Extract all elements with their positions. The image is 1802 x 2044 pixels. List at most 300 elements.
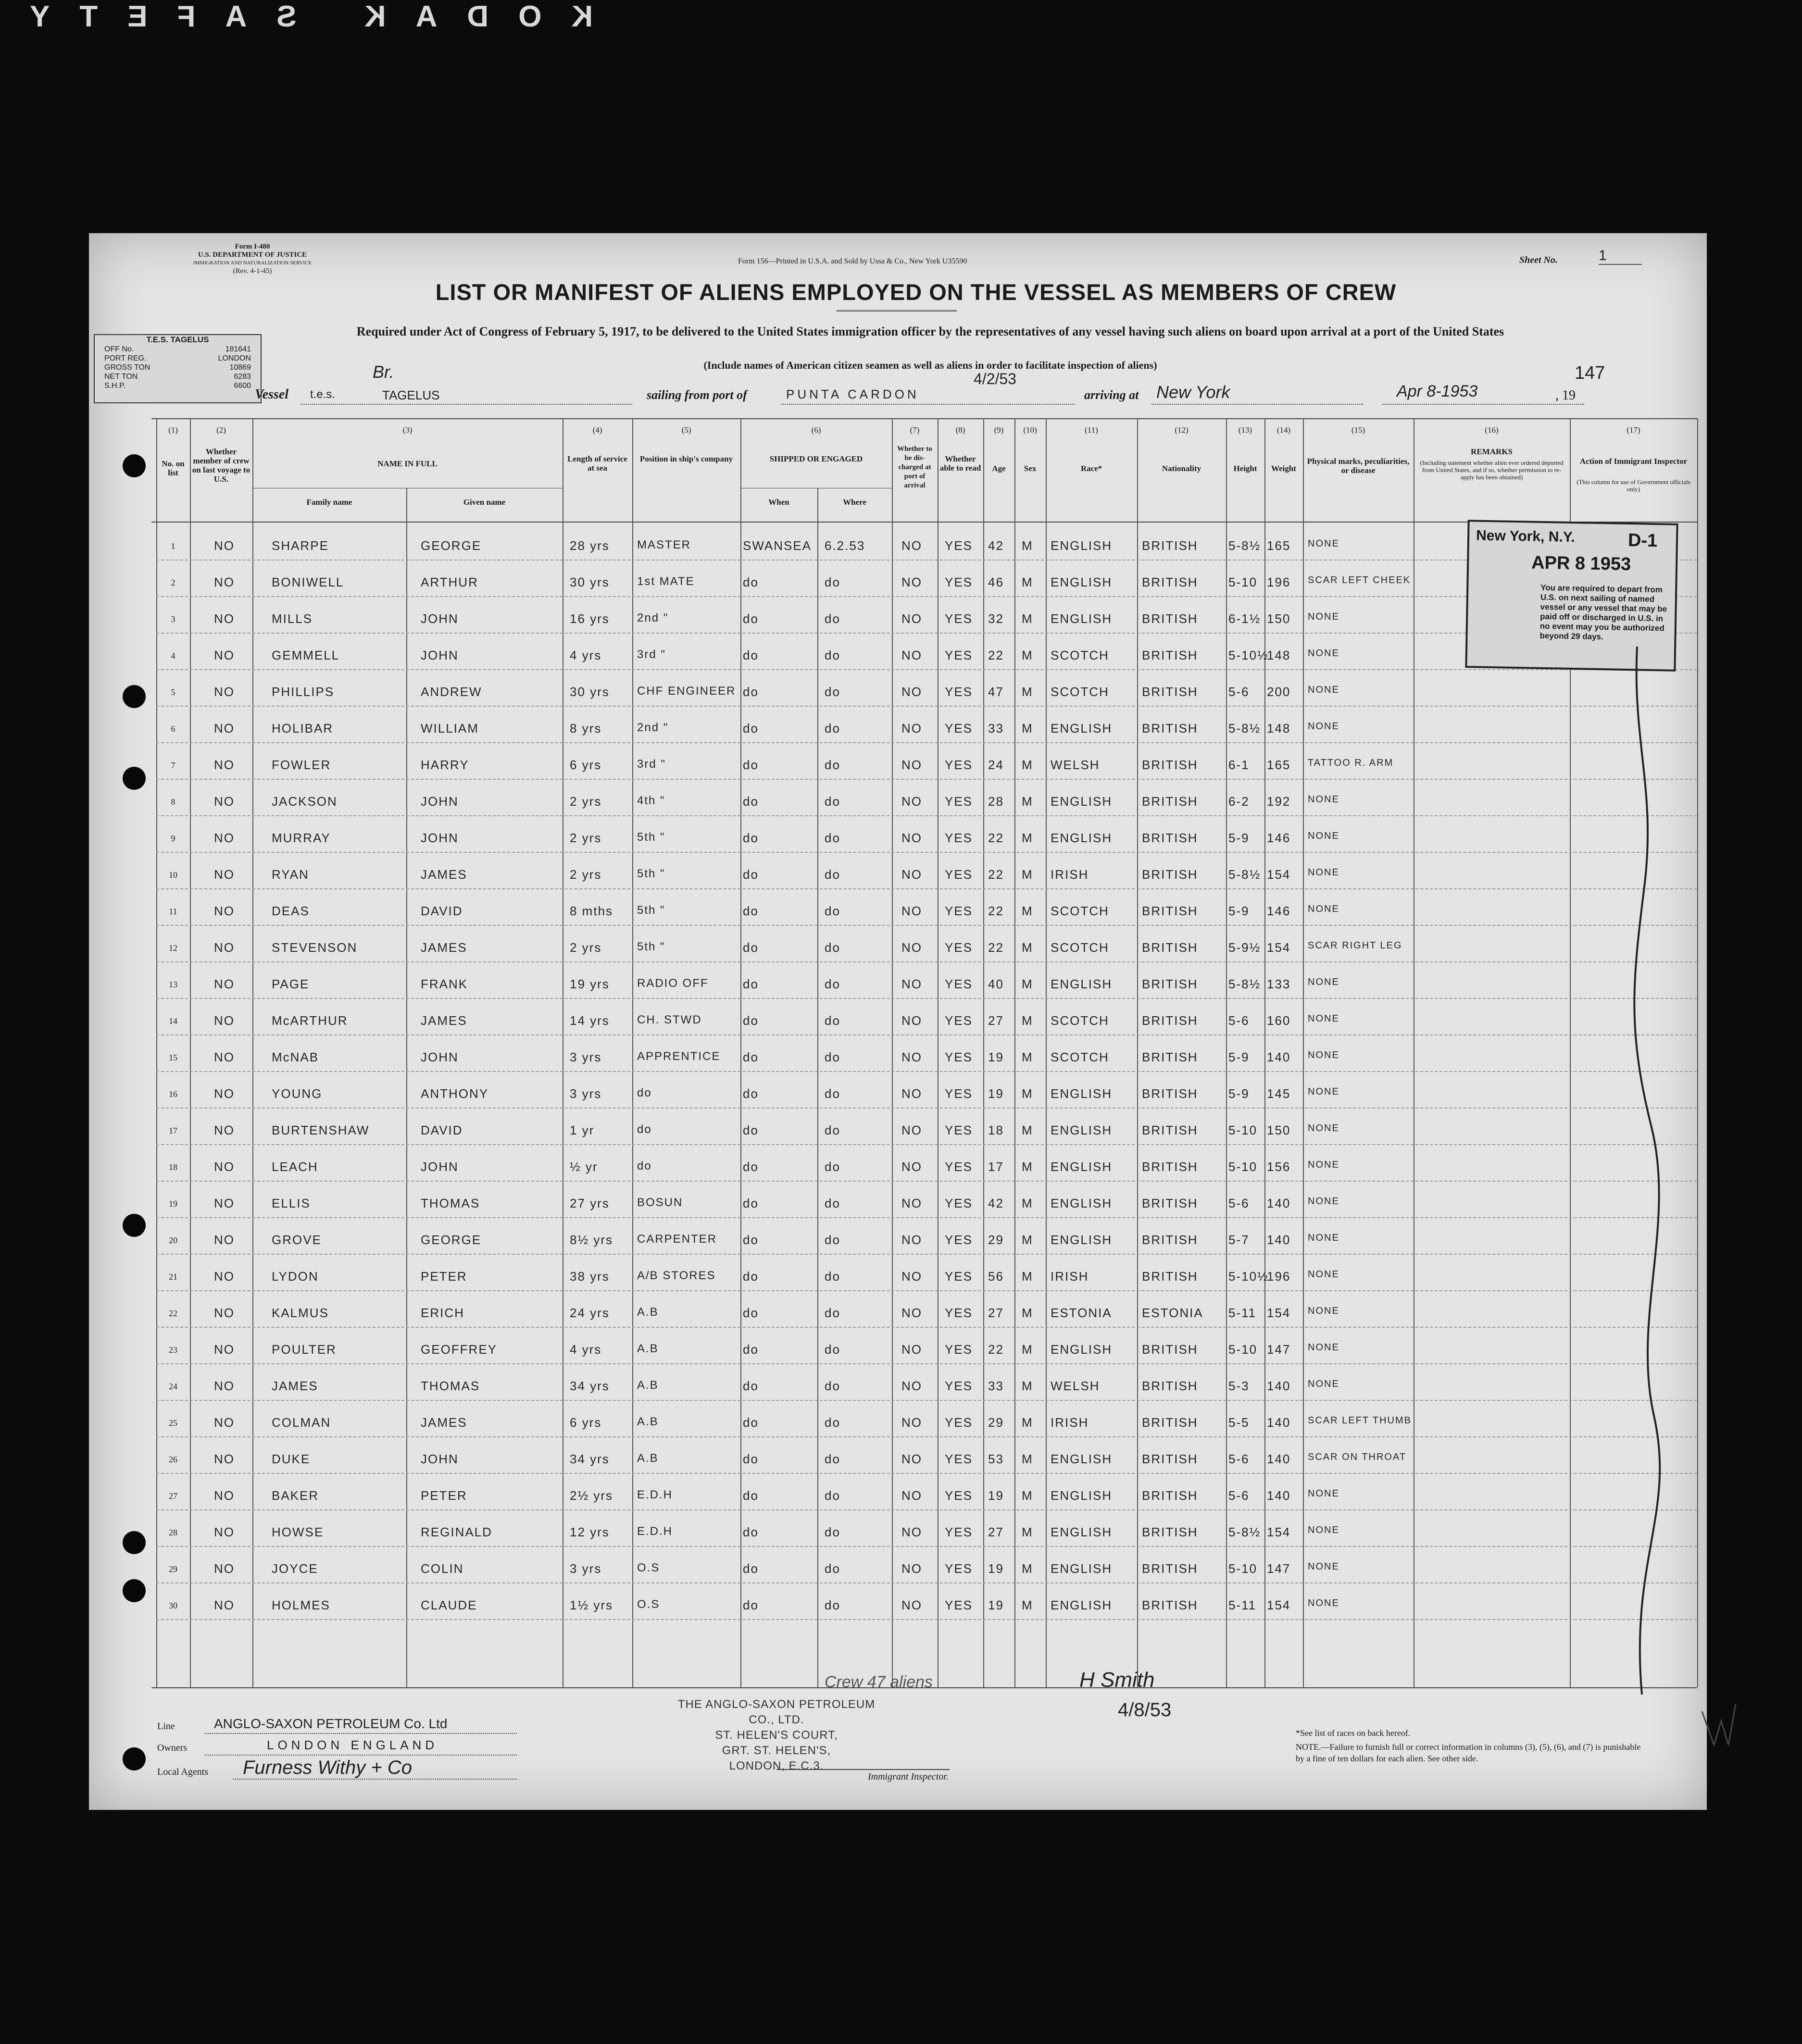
discharged: NO [901,831,922,845]
discharged: NO [901,685,922,699]
owners-value: LONDON ENGLAND [267,1738,438,1752]
row-number: 28 [169,1528,177,1537]
nationality: BRITISH [1142,721,1198,735]
given-name: PETER [421,1269,467,1284]
weight: 192 [1267,794,1291,809]
age: 22 [988,867,1004,882]
race: ENGLISH [1051,1452,1113,1466]
discharged: NO [901,648,922,662]
shipped-when: do [743,1196,759,1210]
service-length: 6 yrs [570,1415,602,1430]
height: 5-5 [1228,1415,1250,1430]
height: 5-11 [1228,1306,1257,1320]
row-number: 12 [169,943,177,953]
sex: M [1022,1050,1033,1064]
sex: M [1022,648,1033,662]
shipped-where: do [825,575,840,589]
discharged: NO [901,611,922,626]
col-number: (2) [216,425,226,435]
title-rule [837,310,957,312]
position: 4th " [637,794,665,807]
shipped-where: do [825,1415,840,1430]
tag-value: 6600 [234,382,251,390]
table-row [89,889,1695,926]
col-number: (10) [1023,425,1037,435]
position: do [637,1086,652,1099]
position: CARPENTER [637,1233,717,1246]
age: 27 [988,1013,1004,1028]
tag-key: S.H.P. [104,382,126,390]
race: ENGLISH [1051,1561,1113,1576]
prev-voyage: NO [214,1342,235,1357]
height: 5-6 [1228,1452,1250,1466]
sex: M [1022,1525,1033,1539]
discharged: NO [901,867,922,882]
table-row [89,1510,1695,1547]
weight: 150 [1267,1123,1291,1137]
able-to-read: YES [945,1159,973,1174]
physical-marks: NONE [1308,648,1339,659]
service-length: 4 yrs [570,1342,602,1357]
given-name: JAMES [421,1415,467,1430]
physical-marks: SCAR LEFT THUMB [1308,1415,1412,1426]
page-title: LIST OR MANIFEST OF ALIENS EMPLOYED ON THE VESSEL AS MEMBERS OF CREW [435,279,1397,305]
family-name: McARTHUR [272,1013,348,1028]
physical-marks: NONE [1308,1525,1339,1535]
given-name: JOHN [421,611,459,626]
race: ENGLISH [1051,611,1113,626]
col-number: (12) [1175,425,1189,435]
col-number: (1) [168,425,178,435]
nationality: BRITISH [1142,1488,1198,1503]
col-number: (4) [592,425,602,435]
col-header-prev-voyage: Whether member of crew on last voyage to U.S. [192,447,250,484]
height: 5-6 [1228,685,1250,699]
shipped-where: do [825,1050,840,1064]
agents-rule [233,1779,517,1780]
nationality: BRITISH [1142,1561,1198,1576]
nationality: BRITISH [1142,1379,1198,1393]
family-name: GEMMELL [272,648,340,662]
discharged: NO [901,977,922,991]
shipped-when: do [743,1306,759,1320]
row-number: 21 [169,1272,177,1282]
row-number: 8 [171,797,175,807]
height: 5-10 [1228,1123,1258,1137]
inspector-label: Immigrant Inspector. [868,1771,949,1782]
col-number: (15) [1351,425,1365,435]
able-to-read: YES [945,904,973,918]
physical-marks: NONE [1308,1342,1339,1353]
inspector-signature-rule [776,1769,950,1770]
physical-marks: NONE [1308,685,1339,695]
family-name: BAKER [272,1488,319,1503]
table-row [89,1328,1695,1364]
age: 46 [988,575,1004,589]
family-name: McNAB [272,1050,319,1064]
col-header-shipped: SHIPPED OR ENGAGED [769,454,863,463]
weight: 140 [1267,1379,1291,1393]
shipped-where: do [825,758,840,772]
shipped-when: do [743,575,759,589]
age: 47 [988,685,1004,699]
able-to-read: YES [945,1598,973,1612]
age: 19 [988,1050,1004,1064]
physical-marks: NONE [1308,1306,1339,1316]
height: 5-7 [1228,1233,1250,1247]
physical-marks: NONE [1308,1123,1339,1134]
age: 42 [988,1196,1004,1210]
family-name: DEAS [272,904,310,918]
weight: 140 [1267,1233,1291,1247]
discharged: NO [901,1086,922,1101]
table-top-rule [151,418,1697,419]
col-header-remarks-note: (Including statement whether alien ever ordered deported from United States, and if so, whether permission to re-apply has been obtained) [1420,459,1564,481]
prev-voyage: NO [214,867,235,882]
row-number: 15 [169,1053,177,1062]
shipped-when: do [743,1452,759,1466]
sex: M [1022,794,1033,809]
family-name: KALMUS [272,1306,329,1320]
position: O.S [637,1561,660,1574]
shipped-where: do [825,1233,840,1247]
given-name: DAVID [421,904,463,918]
col-header-read: Whether able to read [939,454,981,473]
age: 32 [988,611,1004,626]
row-number: 25 [169,1418,177,1428]
weight: 154 [1267,1525,1291,1539]
service-length: 27 yrs [570,1196,610,1210]
sheet-label: Sheet No. [1519,255,1558,265]
service-length: 30 yrs [570,575,610,589]
port-rule [781,404,1075,405]
vessel-tag-title: T.E.S. TAGELUS [146,335,209,344]
service-length: 4 yrs [570,648,602,662]
race: ENGLISH [1051,1196,1113,1210]
position: 2nd " [637,611,669,624]
physical-marks: NONE [1308,1233,1339,1243]
shipped-when: do [743,1342,759,1357]
penalty-note: NOTE.—Failure to furnish full or correct information in columns (3), (5), (6), and (7) is punishable by a fine of ten dollars for each alien. See other side. [1296,1742,1641,1763]
sex: M [1022,1415,1033,1430]
nationality: BRITISH [1142,1196,1198,1210]
family-name: DUKE [272,1452,311,1466]
discharged: NO [901,1050,922,1064]
service-length: 2 yrs [570,867,602,882]
position: 5th " [637,867,665,880]
race: ENGLISH [1051,1123,1113,1137]
position: 5th " [637,940,665,953]
weight: 148 [1267,721,1291,735]
page-number: 147 [1575,363,1605,383]
col-header-nationality: Nationality [1162,464,1201,473]
given-name: JOHN [421,1452,459,1466]
col-header-when: When [768,498,789,507]
given-name: GEORGE [421,1233,482,1247]
height: 5-6 [1228,1488,1250,1503]
position: O.S [637,1598,660,1611]
able-to-read: YES [945,977,973,991]
race: SCOTCH [1051,904,1109,918]
age: 18 [988,1123,1004,1137]
physical-marks: NONE [1308,538,1339,549]
prev-voyage: NO [214,648,235,662]
inspector-initials: H Smith [1079,1668,1155,1692]
col-header-discharged: Whether to be dis-charged at port of arrival [897,445,932,489]
sex: M [1022,940,1033,955]
discharged: NO [901,1196,922,1210]
row-number: 11 [169,907,177,916]
prev-voyage: NO [214,1086,235,1101]
given-name: JOHN [421,648,459,662]
height: 5-9 [1228,831,1250,845]
discharged: NO [901,1159,922,1174]
col-number: (3) [402,425,413,435]
height: 5-10½ [1228,1269,1269,1284]
race: ENGLISH [1051,1598,1113,1612]
physical-marks: NONE [1308,794,1339,805]
age: 19 [988,1561,1004,1576]
stamp-text: You are required to depart from U.S. on next sailing of named vessel or any vessel that may be paid off or discharged in U.S. in no event may you be authorized beyond 29 days. [1539,583,1667,642]
race: ENGLISH [1051,977,1113,991]
family-name: BURTENSHAW [272,1123,370,1137]
shipped-when: do [743,1233,759,1247]
family-name: MURRAY [272,831,331,845]
sex: M [1022,1159,1033,1174]
given-name: DAVID [421,1123,463,1137]
position: 1st MATE [637,575,695,588]
age: 29 [988,1233,1004,1247]
arrival-port-rule [1151,404,1363,405]
row-number: 3 [171,614,175,624]
shipped-when: do [743,1525,759,1539]
position: BOSUN [637,1196,683,1209]
able-to-read: YES [945,758,973,772]
vessel-tag-row [95,354,261,363]
service-length: 8½ yrs [570,1233,613,1247]
given-name: THOMAS [421,1196,480,1210]
height: 5-8½ [1228,867,1261,882]
prev-voyage: NO [214,904,235,918]
col-number: (16) [1485,425,1499,435]
shipped-where: do [825,1196,840,1210]
stamp-city: New York, N.Y. [1476,527,1576,546]
discharged: NO [901,721,922,735]
row-number: 26 [169,1455,177,1464]
shipped-where: do [825,1379,840,1393]
year-label: , 19 [1555,388,1576,403]
sex: M [1022,1123,1033,1137]
nationality: BRITISH [1142,1159,1198,1174]
age: 42 [988,538,1004,553]
prev-voyage: NO [214,721,235,735]
tag-value: LONDON [218,354,251,362]
row-number: 19 [169,1199,177,1209]
table-row [89,962,1695,999]
physical-marks: SCAR LEFT CHEEK [1308,575,1411,586]
prev-voyage: NO [214,977,235,991]
age: 27 [988,1525,1004,1539]
agents-value: Furness Withy + Co [243,1757,412,1778]
service-length: 12 yrs [570,1525,610,1539]
sex: M [1022,1598,1033,1612]
table-row [89,670,1695,707]
able-to-read: YES [945,1013,973,1028]
nationality: BRITISH [1142,831,1198,845]
arriving-port: New York [1156,382,1230,402]
family-name: JACKSON [272,794,338,809]
table-row [89,1182,1695,1218]
col-header-where: Where [843,498,866,507]
position: CH. STWD [637,1013,702,1026]
given-name: COLIN [421,1561,464,1576]
weight: 145 [1267,1086,1291,1101]
race: ENGLISH [1051,1233,1113,1247]
able-to-read: YES [945,648,973,662]
position: 5th " [637,904,665,917]
family-name: LYDON [272,1269,319,1284]
vessel-tag-row [95,381,261,390]
shipped-where: do [825,904,840,918]
discharged: NO [901,1488,922,1503]
prev-voyage: NO [214,538,235,553]
stamp-date: APR 8 1953 [1531,552,1631,575]
col-header-inspector-note: (This column for use of Government officials only) [1577,478,1690,493]
age: 40 [988,977,1004,991]
discharged: NO [901,1525,922,1539]
prev-voyage: NO [214,575,235,589]
nationality: BRITISH [1142,1598,1198,1612]
shipped-when: do [743,1598,759,1612]
prev-voyage: NO [214,1561,235,1576]
crew-total-note: Crew 47 aliens [825,1673,933,1691]
family-name: PHILLIPS [272,685,335,699]
given-name: PETER [421,1488,467,1503]
sex: M [1022,1306,1033,1320]
given-name: FRANK [421,977,468,991]
col-header-marks: Physical marks, peculiarities, or disease [1307,457,1410,475]
height: 5-10 [1228,1561,1258,1576]
col-number: (13) [1238,425,1252,435]
prev-voyage: NO [214,1196,235,1210]
col-number: (17) [1627,425,1640,435]
height: 6-1 [1228,758,1250,772]
position: A.B [637,1452,659,1465]
given-name: HARRY [421,758,469,772]
position: 3rd " [637,648,666,661]
position: MASTER [637,538,691,551]
inspector-check-line [1618,647,1676,1695]
weight: 147 [1267,1342,1291,1357]
service-length: 2 yrs [570,940,602,955]
vessel-tag-row [95,372,261,381]
col-number: (6) [811,425,821,435]
race: IRISH [1051,867,1089,882]
able-to-read: YES [945,1269,973,1284]
able-to-read: YES [945,1379,973,1393]
age: 53 [988,1452,1004,1466]
physical-marks: TATTOO R. ARM [1308,758,1394,768]
sheet-number: 1 [1599,248,1642,265]
weight: 154 [1267,1598,1291,1612]
given-name: JAMES [421,1013,467,1028]
shipped-when: do [743,1561,759,1576]
form-number: Form I-480 [235,243,270,250]
nationality: BRITISH [1142,1013,1198,1028]
position: A.B [637,1306,659,1319]
table-row [89,1437,1695,1474]
service-name: IMMIGRATION AND NATURALIZATION SERVICE [193,260,312,266]
prev-voyage: NO [214,1123,235,1137]
race: SCOTCH [1051,1013,1109,1028]
given-name: CLAUDE [421,1598,477,1612]
age: 19 [988,1488,1004,1503]
arrival-date-rule [1382,404,1584,405]
height: 5-10 [1228,1159,1258,1174]
col-header-service: Length of service at sea [567,454,627,473]
nationality: BRITISH [1142,648,1198,662]
family-name: GROVE [272,1233,322,1247]
physical-marks: NONE [1308,1561,1339,1572]
table-row [89,1072,1695,1109]
table-row [89,743,1695,780]
form-subtitle: Required under Act of Congress of February 5, 1917, to be delivered to the United States immigration officer by the representatives of any vessel having such aliens on board upon arrival at a port of the United States [356,324,1504,338]
prev-voyage: NO [214,758,235,772]
arriving-label: arriving at [1084,388,1139,402]
nationality: BRITISH [1142,538,1198,553]
company-stamp-line: THE ANGLO-SAXON PETROLEUM CO., LTD. [677,1698,876,1726]
shipped-where: do [825,721,840,735]
nationality: ESTONIA [1142,1306,1203,1320]
shipped-when: do [743,831,759,845]
row-rule [156,1619,1697,1620]
given-name: JOHN [421,831,459,845]
shipped-when: SWANSEA [743,538,812,553]
service-length: ½ yr [570,1159,598,1174]
form-header-block [190,243,315,275]
able-to-read: YES [945,685,973,699]
sex: M [1022,1561,1033,1576]
position: RADIO OFF [637,977,709,990]
family-name: SHARPE [272,538,329,553]
table-row [89,1547,1695,1583]
given-name: ERICH [421,1306,464,1320]
position: A/B STORES [637,1269,716,1282]
able-to-read: YES [945,940,973,955]
col-header-sex: Sex [1024,464,1037,473]
col-number: (11) [1085,425,1098,435]
nationality: BRITISH [1142,1269,1198,1284]
shipped-when: do [743,1086,759,1101]
position: 3rd " [637,758,666,771]
sex: M [1022,1269,1033,1284]
col-header-age: Age [992,464,1006,473]
sex: M [1022,831,1033,845]
physical-marks: NONE [1308,1269,1339,1280]
discharged: NO [901,538,922,553]
shipped-where: do [825,1306,840,1320]
table-row [89,1474,1695,1510]
race: ENGLISH [1051,1488,1113,1503]
col-header-inspector: Action of Immigrant Inspector [1579,457,1688,466]
table-row [89,999,1695,1035]
col-number: (9) [994,425,1004,435]
shipped-when: do [743,904,759,918]
prev-voyage: NO [214,1488,235,1503]
race: ESTONIA [1051,1306,1112,1320]
able-to-read: YES [945,831,973,845]
weight: 140 [1267,1452,1291,1466]
